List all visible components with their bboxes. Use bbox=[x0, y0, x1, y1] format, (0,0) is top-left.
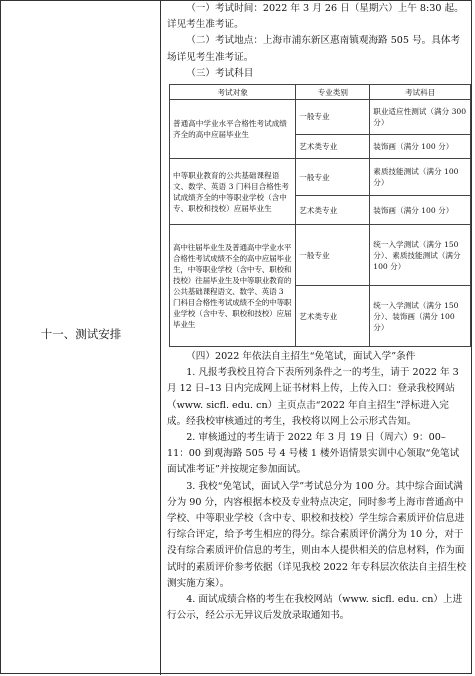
table-header-row bbox=[170, 85, 471, 100]
category-cell: 一般专业 bbox=[296, 225, 370, 286]
subject-cell: 素质技能测试（满分 100 分） bbox=[370, 159, 471, 196]
exam-subjects-heading: （三）考试科目 bbox=[186, 67, 254, 79]
rule-3-paragraph: 3. 我校“免笔试，面试入学”考试总分为 100 分。其中综合面试满分为 90 分，内容根据本校及专业特点决定，同时参考上海市普通高中学校、中等职业学校（含中专、职校和技校）学生综合素质评价信息进行综合评定，给予考生相应的得分。综合素质评价满分为 10 分，对于没有综合素质评价信息的考生，则由本人提供相关的信息材料，作为面试时的素质评价参考依据（详见我校 2022 年专科层次依法自主招生校测实施方案）。 bbox=[167, 480, 467, 589]
rule-4-paragraph: 4. 面试成绩合格的考生在我校网站（www. sicfl. edu. cn）上进行公示，经公示无异议后发放录取通知书。 bbox=[167, 594, 463, 622]
table-row bbox=[170, 100, 471, 135]
exam-time-paragraph: （一）考试时间：2022 年 3 月 26 日（星期六）上午 8:30 起。详见考生准考证。 bbox=[167, 3, 464, 31]
header-subject: 考试科目 bbox=[370, 85, 471, 100]
category-cell: 艺术类专业 bbox=[296, 286, 370, 347]
category-cell: 一般专业 bbox=[296, 159, 370, 196]
subject-cell: 职业适应性测试（满分 300 分） bbox=[370, 100, 471, 135]
table-row bbox=[170, 159, 471, 196]
target-cell: 普通高中学业水平合格性考试成绩齐全的高中应届毕业生 bbox=[170, 100, 296, 159]
header-target: 考试对象 bbox=[170, 85, 296, 100]
table-row bbox=[170, 225, 471, 286]
category-cell: 一般专业 bbox=[296, 100, 370, 135]
subject-cell: 装饰画（满分 100 分） bbox=[370, 196, 471, 225]
target-cell: 中等职业教育的公共基础课程语文、数学、英语 3 门科目合格性考试成绩齐全的中等职业学校（含中专、职校和技校）应届毕业生 bbox=[170, 159, 296, 225]
exam-subjects-table bbox=[169, 84, 471, 347]
rule-1-paragraph: 1. 凡报考我校且符合下表所列条件之一的考生，请于 2022 年 3 月 12 日–13 日内完成网上证书材料上传，上传入口：登录我校网站（www. sicfl. edu. cn）主页点击“2022 年自主招生”浮标进入完成。经我校审核通过的考生，我校将以网上公示形式告知。 bbox=[167, 367, 459, 427]
subject-cell: 装饰画（满分 100 分） bbox=[370, 134, 471, 158]
target-cell: 高中往届毕业生及普通高中学业水平合格性考试成绩不全的高中应届毕业生，中等职业学校（含中专、职校和技校）往届毕业生及中等职业教育的公共基础课程语文、数学、英语 3 门科目合格性考试成绩不全的中等职业学校（含中专、职校和技校）应届毕业生 bbox=[170, 225, 296, 347]
section-label-cell bbox=[1, 1, 161, 675]
free-exam-heading: （四）2022 年依法自主招生“免笔试，面试入学”条件 bbox=[186, 351, 416, 363]
header-category: 专业类别 bbox=[296, 85, 370, 100]
section-content bbox=[161, 1, 473, 675]
subject-cell: 统一入学测试（满分 150 分）、素质技能测试（满分 100 分） bbox=[370, 225, 471, 286]
exam-location-paragraph: （二）考试地点：上海市浦东新区惠南镇观海路 505 号。具体考场详见考生准考证。 bbox=[167, 35, 461, 63]
category-cell: 艺术类专业 bbox=[296, 134, 370, 158]
category-cell: 艺术类专业 bbox=[296, 196, 370, 225]
subject-cell: 统一入学测试（满分 150 分）、装饰画（满分 100 分） bbox=[370, 286, 471, 347]
rule-2-paragraph: 2. 审核通过的考生请于 2022 年 3 月 19 日（周六）9：00–11：00 到观海路 505 号 4 号楼 1 楼外语情景实训中心领取“免笔试面试准考证”并按规定参加面试。 bbox=[167, 432, 460, 476]
section-title: 十一、测试安排 bbox=[40, 327, 122, 341]
